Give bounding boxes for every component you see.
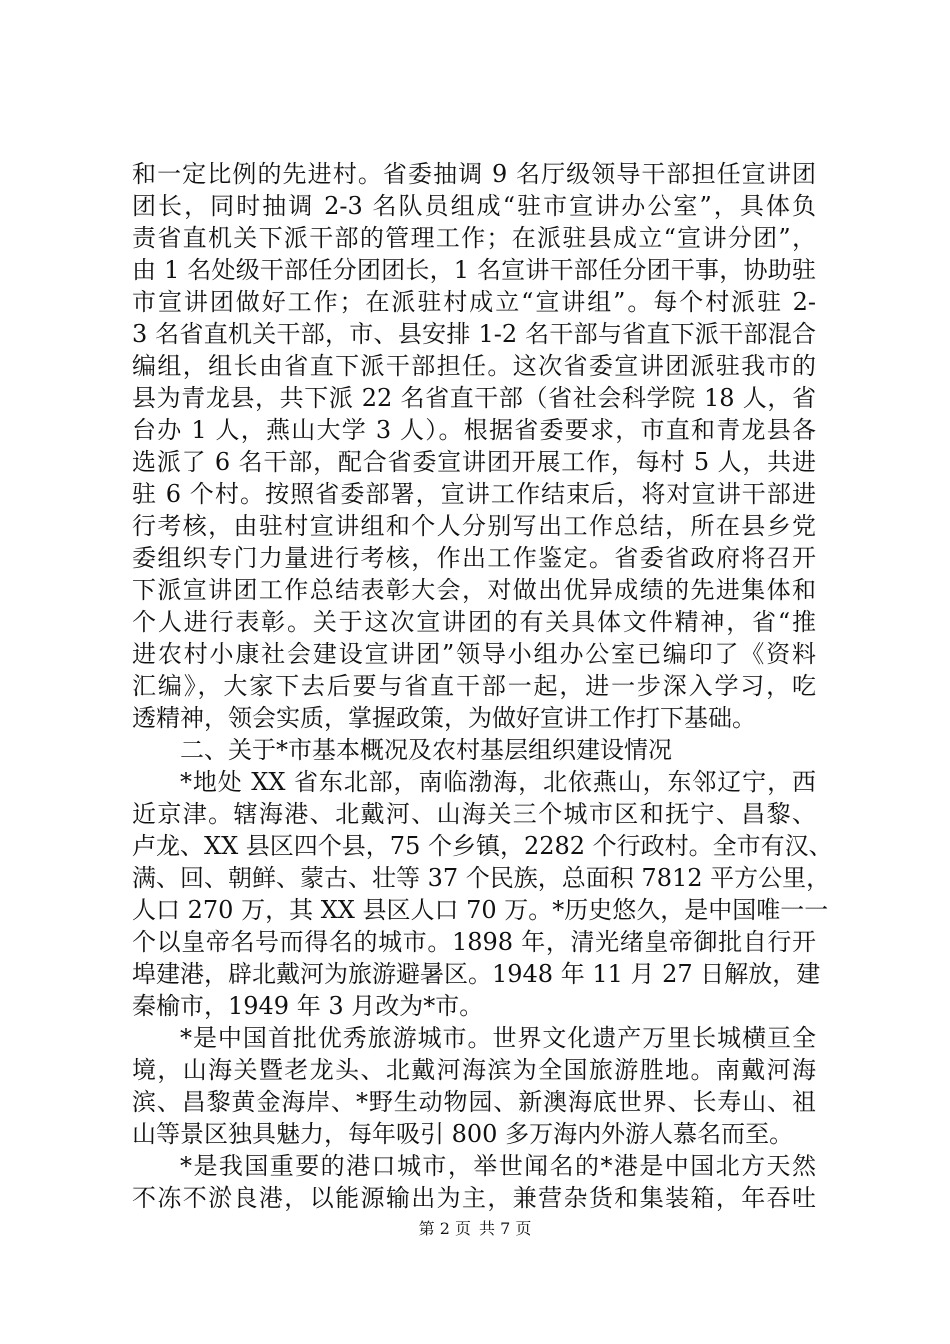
text-line: 埠建港，辟北戴河为旅游避暑区。1948 年 11 月 27 日解放，建 [132,960,821,988]
text-line: 责省直机关下派干部的管理工作；在派驻县成立“宣讲分团”， [132,224,816,252]
page-number: 第 2 页 [418,1219,471,1238]
text-line: 驻 6 个村。按照省委部署，宣讲工作结束后，将对宣讲干部进 [132,480,816,508]
page-footer [0,1219,950,1239]
text-line: 委组织专门力量进行考核，作出工作鉴定。省委省政府将召开 [132,544,816,572]
text-line: 行考核，由驻村宣讲组和个人分别写出工作总结，所在县乡党 [132,512,816,540]
text-line: 和一定比例的先进村。省委抽调 9 名厅级领导干部担任宣讲团 [132,160,816,188]
document-body [132,158,833,1214]
text-line: 近京津。辖海港、北戴河、山海关三个城市区和抚宁、昌黎、 [132,800,816,828]
text-line: *是中国首批优秀旅游城市。世界文化遗产万里长城横亘全 [180,1024,816,1052]
text-line: 县为青龙县，共下派 22 名省直干部（省社会科学院 18 人，省 [132,384,816,412]
text-line: 满、回、朝鲜、蒙古、壮等 37 个民族，总面积 7812 平方公里， [132,864,831,892]
page-total: 共 7 页 [479,1219,532,1238]
text-line: *地处 XX 省东北部，南临渤海，北依燕山，东邻辽宁，西 [180,768,816,796]
text-line: 山等景区独具魅力，每年吸引 800 多万海内外游人慕名而至。 [132,1120,794,1148]
text-line: 3 名省直机关干部，市、县安排 1-2 名干部与省直下派干部混合 [132,320,816,348]
text-line: 团长，同时抽调 2-3 名队员组成“驻市宣讲办公室”，具体负 [132,192,816,220]
text-line: 汇编》，大家下去后要与省直干部一起，进一步深入学习，吃 [132,672,816,700]
text-line: *是我国重要的港口城市，举世闻名的*港是中国北方天然 [180,1152,816,1180]
text-line: 滨、昌黎黄金海岸、*野生动物园、新澳海底世界、长寿山、祖 [132,1088,816,1116]
text-line: 透精神，领会实质，掌握政策，为做好宣讲工作打下基础。 [132,704,756,732]
text-line: 个人进行表彰。关于这次宣讲团的有关具体文件精神，省“推 [132,608,816,636]
text-line: 台办 1 人，燕山大学 3 人）。根据省委要求，市直和青龙县各 [132,416,816,444]
text-line: 编组，组长由省直下派干部担任。这次省委宣讲团派驻我市的 [132,352,816,380]
text-line: 秦榆市，1949 年 3 月改为*市。 [132,992,484,1020]
text-line: 选派了 6 名干部，配合省委宣讲团开展工作，每村 5 人，共进 [132,448,816,476]
text-line: 下派宣讲团工作总结表彰大会，对做出优异成绩的先进集体和 [132,576,816,604]
text-line: 二、关于*市基本概况及农村基层组织建设情况 [180,736,672,764]
text-line: 境，山海关暨老龙头、北戴河海滨为全国旅游胜地。南戴河海 [132,1056,816,1084]
text-line: 进农村小康社会建设宣讲团”领导小组办公室已编印了《资料 [132,640,816,668]
text-line: 由 1 名处级干部任分团团长，1 名宣讲干部任分团干事，协助驻 [132,256,816,284]
text-line: 不冻不淤良港，以能源输出为主，兼营杂货和集装箱，年吞吐 [132,1184,816,1212]
text-line: 卢龙、XX 县区四个县，75 个乡镇，2282 个行政村。全市有汉、 [132,832,833,860]
text-line: 个以皇帝名号而得名的城市。1898 年，清光绪皇帝御批自行开 [132,928,816,956]
text-line: 人口 270 万，其 XX 县区人口 70 万。*历史悠久，是中国唯一一 [132,896,829,924]
text-line: 市宣讲团做好工作；在派驻村成立“宣讲组”。每个村派驻 2- [132,288,816,316]
